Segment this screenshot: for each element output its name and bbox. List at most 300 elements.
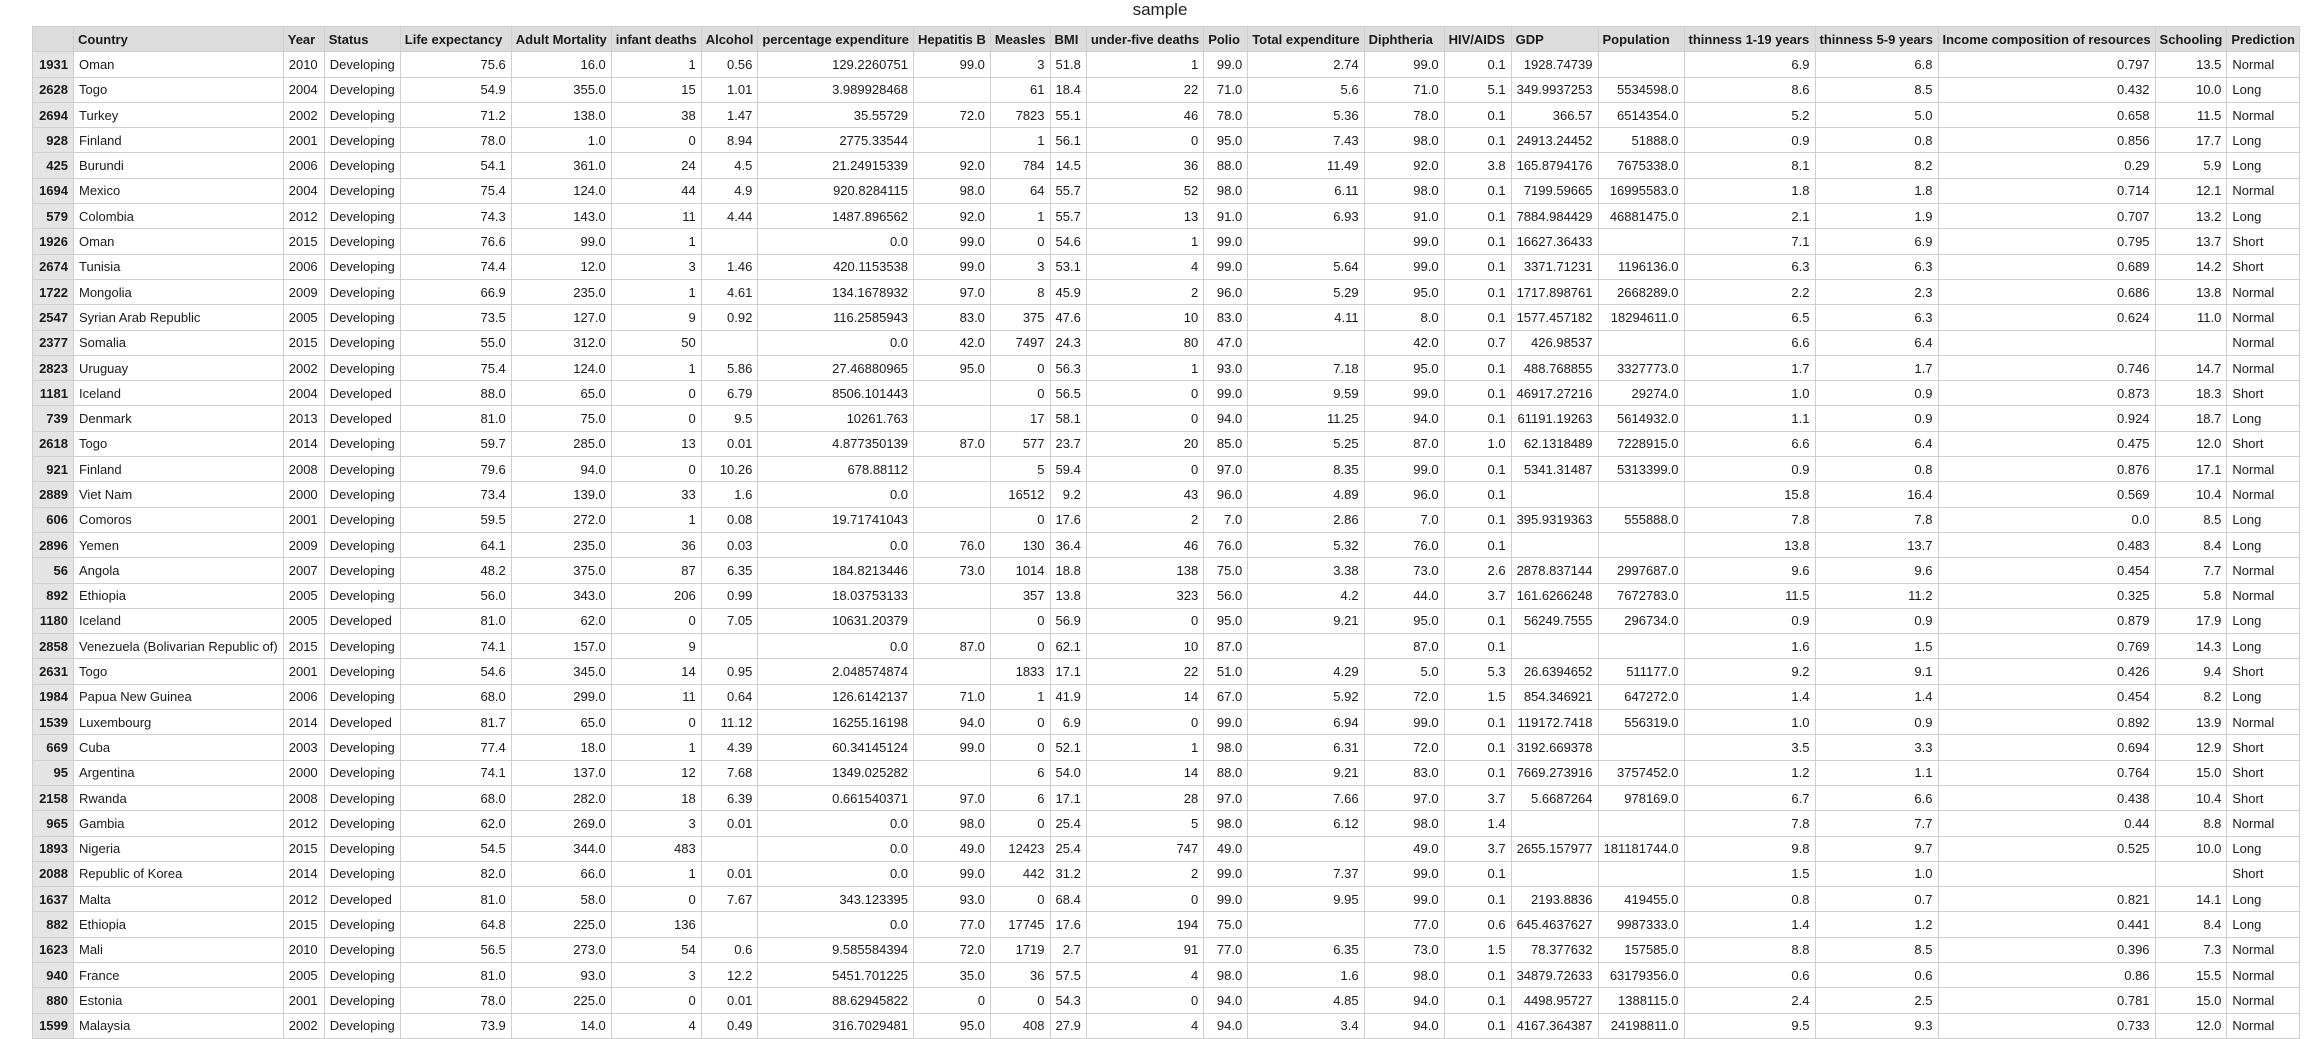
table-cell[interactable]: 0.1 xyxy=(1444,861,1511,886)
table-cell[interactable]: Gambia xyxy=(74,811,284,836)
table-cell[interactable]: 1 xyxy=(611,279,701,304)
table-cell[interactable]: 1.6 xyxy=(701,482,758,507)
table-cell[interactable]: 14 xyxy=(1086,760,1203,785)
table-cell[interactable]: 1.0 xyxy=(1815,861,1938,886)
table-cell[interactable]: 0.454 xyxy=(1938,558,2155,583)
table-row[interactable] xyxy=(33,305,2300,330)
table-cell[interactable]: Developing xyxy=(324,988,400,1013)
table-cell[interactable]: 2.7 xyxy=(1050,937,1086,962)
table-cell[interactable]: 6.5 xyxy=(1684,305,1815,330)
table-cell[interactable]: 62.0 xyxy=(511,608,611,633)
table-cell[interactable]: Developing xyxy=(324,128,400,153)
table-cell[interactable]: 344.0 xyxy=(511,836,611,861)
table-cell[interactable]: 81.7 xyxy=(400,710,511,735)
table-cell[interactable]: 87 xyxy=(611,558,701,583)
table-cell[interactable]: 56.0 xyxy=(400,583,511,608)
table-cell[interactable]: 0.6 xyxy=(1444,912,1511,937)
table-cell[interactable]: 6.8 xyxy=(1815,52,1938,77)
table-cell[interactable]: 20 xyxy=(1086,431,1203,456)
table-cell[interactable]: 1 xyxy=(1086,52,1203,77)
table-cell[interactable]: 99.0 xyxy=(1364,887,1444,912)
table-cell[interactable]: 3.7 xyxy=(1444,836,1511,861)
table-cell[interactable]: 17.1 xyxy=(1050,659,1086,684)
table-row[interactable] xyxy=(33,279,2300,304)
table-cell[interactable]: 24198811.0 xyxy=(1598,1013,1684,1038)
table-cell[interactable]: 124.0 xyxy=(511,355,611,380)
table-cell[interactable]: Rwanda xyxy=(74,785,284,810)
table-cell[interactable]: 0.8 xyxy=(1815,457,1938,482)
table-cell[interactable]: Short xyxy=(2227,254,2300,279)
table-cell[interactable]: Long xyxy=(2227,912,2300,937)
table-cell[interactable]: 5.92 xyxy=(1248,684,1364,709)
table-cell[interactable]: Yemen xyxy=(74,532,284,557)
table-cell[interactable]: 99.0 xyxy=(914,254,991,279)
table-cell[interactable]: 0.661540371 xyxy=(758,785,914,810)
table-cell[interactable]: 51.8 xyxy=(1050,52,1086,77)
table-cell[interactable]: 46881475.0 xyxy=(1598,204,1684,229)
table-cell[interactable]: 26.6394652 xyxy=(1511,659,1598,684)
table-cell[interactable]: 11.25 xyxy=(1248,406,1364,431)
table-cell[interactable]: 366.57 xyxy=(1511,102,1598,127)
table-cell[interactable]: Developing xyxy=(324,305,400,330)
table-cell[interactable]: 395.9319363 xyxy=(1511,507,1598,532)
table-row[interactable] xyxy=(33,1013,2300,1038)
table-cell[interactable]: 0.9 xyxy=(1684,128,1815,153)
table-cell[interactable]: 0.714 xyxy=(1938,178,2155,203)
table-cell[interactable]: 81.0 xyxy=(400,887,511,912)
table-cell[interactable]: 0.769 xyxy=(1938,634,2155,659)
table-cell[interactable]: 273.0 xyxy=(511,937,611,962)
table-cell[interactable]: 8.8 xyxy=(2155,811,2227,836)
row-index-cell[interactable]: 425 xyxy=(33,153,74,178)
table-cell[interactable]: Angola xyxy=(74,558,284,583)
table-cell[interactable]: 9.5 xyxy=(701,406,758,431)
table-cell[interactable]: 2004 xyxy=(283,77,324,102)
table-cell[interactable]: 99.0 xyxy=(1364,710,1444,735)
table-cell[interactable]: 2878.837144 xyxy=(1511,558,1598,583)
table-cell[interactable]: 0.6 xyxy=(701,937,758,962)
row-index-cell[interactable]: 1893 xyxy=(33,836,74,861)
table-cell[interactable] xyxy=(1511,634,1598,659)
table-cell[interactable]: 92.0 xyxy=(1364,153,1444,178)
table-cell[interactable]: 91.0 xyxy=(1364,204,1444,229)
table-cell[interactable]: 94.0 xyxy=(1364,1013,1444,1038)
table-cell[interactable]: 55.1 xyxy=(1050,102,1086,127)
table-cell[interactable]: 7.68 xyxy=(701,760,758,785)
table-cell[interactable]: 91 xyxy=(1086,937,1203,962)
table-cell[interactable]: Short xyxy=(2227,785,2300,810)
column-header[interactable]: GDP xyxy=(1511,27,1598,52)
table-cell[interactable] xyxy=(701,330,758,355)
table-cell[interactable]: 2009 xyxy=(283,532,324,557)
table-cell[interactable]: Finland xyxy=(74,128,284,153)
table-cell[interactable]: 225.0 xyxy=(511,912,611,937)
table-cell[interactable] xyxy=(914,659,991,684)
table-cell[interactable]: Short xyxy=(2227,381,2300,406)
table-cell[interactable] xyxy=(1248,912,1364,937)
table-row[interactable] xyxy=(33,583,2300,608)
table-cell[interactable]: 1 xyxy=(611,355,701,380)
table-cell[interactable]: 87.0 xyxy=(914,634,991,659)
table-cell[interactable]: 181181744.0 xyxy=(1598,836,1684,861)
table-cell[interactable]: Developing xyxy=(324,583,400,608)
table-cell[interactable]: 5.32 xyxy=(1248,532,1364,557)
table-cell[interactable]: Long xyxy=(2227,684,2300,709)
table-cell[interactable]: Developing xyxy=(324,431,400,456)
table-cell[interactable]: Developing xyxy=(324,482,400,507)
table-cell[interactable]: Papua New Guinea xyxy=(74,684,284,709)
table-cell[interactable]: Long xyxy=(2227,507,2300,532)
table-cell[interactable]: 53.1 xyxy=(1050,254,1086,279)
table-cell[interactable]: 83.0 xyxy=(914,305,991,330)
table-cell[interactable]: Developing xyxy=(324,355,400,380)
table-cell[interactable]: 323 xyxy=(1086,583,1203,608)
table-cell[interactable]: 9.5 xyxy=(1684,1013,1815,1038)
table-cell[interactable]: 4 xyxy=(611,1013,701,1038)
table-cell[interactable]: 1 xyxy=(611,735,701,760)
table-cell[interactable]: Normal xyxy=(2227,937,2300,962)
table-cell[interactable]: 0.1 xyxy=(1444,254,1511,279)
table-cell[interactable]: 747 xyxy=(1086,836,1203,861)
table-cell[interactable]: 42.0 xyxy=(1364,330,1444,355)
table-cell[interactable]: 92.0 xyxy=(914,204,991,229)
table-cell[interactable]: 2012 xyxy=(283,811,324,836)
table-cell[interactable]: 58.0 xyxy=(511,887,611,912)
table-cell[interactable]: Short xyxy=(2227,735,2300,760)
table-cell[interactable]: 136 xyxy=(611,912,701,937)
table-cell[interactable]: 5.25 xyxy=(1248,431,1364,456)
table-cell[interactable]: 12.2 xyxy=(701,962,758,987)
table-cell[interactable]: 11 xyxy=(611,684,701,709)
table-cell[interactable]: 420.1153538 xyxy=(758,254,914,279)
row-index-cell[interactable]: 2628 xyxy=(33,77,74,102)
table-row[interactable] xyxy=(33,962,2300,987)
table-cell[interactable]: 0.0 xyxy=(758,330,914,355)
table-cell[interactable]: 0 xyxy=(990,507,1050,532)
table-cell[interactable]: France xyxy=(74,962,284,987)
table-cell[interactable]: Tunisia xyxy=(74,254,284,279)
table-cell[interactable]: 2775.33544 xyxy=(758,128,914,153)
row-index-cell[interactable]: 1694 xyxy=(33,178,74,203)
table-cell[interactable]: 54.6 xyxy=(1050,229,1086,254)
table-cell[interactable]: 65.0 xyxy=(511,710,611,735)
table-cell[interactable]: 0.483 xyxy=(1938,532,2155,557)
table-cell[interactable]: 2008 xyxy=(283,457,324,482)
table-cell[interactable]: 68.0 xyxy=(400,785,511,810)
table-cell[interactable]: 0 xyxy=(611,381,701,406)
table-row[interactable] xyxy=(33,988,2300,1013)
table-cell[interactable]: 8.6 xyxy=(1684,77,1815,102)
table-row[interactable] xyxy=(33,254,2300,279)
table-cell[interactable]: 138.0 xyxy=(511,102,611,127)
table-cell[interactable]: 442 xyxy=(990,861,1050,886)
table-cell[interactable] xyxy=(1511,861,1598,886)
table-cell[interactable]: 98.0 xyxy=(1204,735,1248,760)
table-cell[interactable]: 65.0 xyxy=(511,381,611,406)
table-cell[interactable]: 194 xyxy=(1086,912,1203,937)
table-cell[interactable]: 68.0 xyxy=(400,684,511,709)
table-cell[interactable]: 14 xyxy=(1086,684,1203,709)
table-cell[interactable]: 95.0 xyxy=(1364,279,1444,304)
row-index-cell[interactable]: 2896 xyxy=(33,532,74,557)
table-cell[interactable]: 0 xyxy=(1086,128,1203,153)
table-cell[interactable]: 13.7 xyxy=(1815,532,1938,557)
table-cell[interactable]: 55.7 xyxy=(1050,204,1086,229)
table-cell[interactable]: 2.4 xyxy=(1684,988,1815,1013)
table-cell[interactable]: 2009 xyxy=(283,279,324,304)
table-cell[interactable]: 4.2 xyxy=(1248,583,1364,608)
table-row[interactable] xyxy=(33,330,2300,355)
table-cell[interactable]: 18294611.0 xyxy=(1598,305,1684,330)
table-cell[interactable]: Normal xyxy=(2227,988,2300,1013)
table-cell[interactable]: 6.9 xyxy=(1050,710,1086,735)
table-cell[interactable]: 0 xyxy=(990,634,1050,659)
table-cell[interactable] xyxy=(2155,861,2227,886)
table-cell[interactable]: Developing xyxy=(324,684,400,709)
table-cell[interactable]: 11 xyxy=(611,204,701,229)
table-cell[interactable]: 0.797 xyxy=(1938,52,2155,77)
table-cell[interactable]: 0.1 xyxy=(1444,305,1511,330)
table-cell[interactable]: Developing xyxy=(324,634,400,659)
table-cell[interactable]: 6.7 xyxy=(1684,785,1815,810)
table-cell[interactable]: 3.989928468 xyxy=(758,77,914,102)
table-cell[interactable]: Comoros xyxy=(74,507,284,532)
table-cell[interactable]: 2015 xyxy=(283,912,324,937)
table-cell[interactable]: 14.7 xyxy=(2155,355,2227,380)
table-cell[interactable]: 54.0 xyxy=(1050,760,1086,785)
row-index-cell[interactable]: 95 xyxy=(33,760,74,785)
table-cell[interactable]: 16.0 xyxy=(511,52,611,77)
table-cell[interactable]: 12.0 xyxy=(2155,1013,2227,1038)
table-cell[interactable]: 9.7 xyxy=(1815,836,1938,861)
table-cell[interactable]: 99.0 xyxy=(1364,861,1444,886)
table-cell[interactable]: 13.8 xyxy=(2155,279,2227,304)
table-cell[interactable]: 0.0 xyxy=(758,532,914,557)
table-cell[interactable]: 2001 xyxy=(283,988,324,1013)
table-cell[interactable]: 25.4 xyxy=(1050,836,1086,861)
table-cell[interactable]: 80 xyxy=(1086,330,1203,355)
table-cell[interactable]: 98.0 xyxy=(1364,811,1444,836)
table-cell[interactable]: 3192.669378 xyxy=(1511,735,1598,760)
table-cell[interactable]: 22 xyxy=(1086,77,1203,102)
table-cell[interactable]: 1.47 xyxy=(701,102,758,127)
table-cell[interactable]: Normal xyxy=(2227,52,2300,77)
table-row[interactable] xyxy=(33,507,2300,532)
table-cell[interactable]: Developing xyxy=(324,760,400,785)
table-cell[interactable]: 0.1 xyxy=(1444,634,1511,659)
table-cell[interactable]: 67.0 xyxy=(1204,684,1248,709)
table-cell[interactable]: Developing xyxy=(324,836,400,861)
row-index-cell[interactable]: 1180 xyxy=(33,608,74,633)
table-cell[interactable]: 2.3 xyxy=(1815,279,1938,304)
table-cell[interactable]: 41.9 xyxy=(1050,684,1086,709)
table-cell[interactable]: Short xyxy=(2227,431,2300,456)
table-cell[interactable]: Iceland xyxy=(74,381,284,406)
table-cell[interactable]: 138 xyxy=(1086,558,1203,583)
table-cell[interactable]: 483 xyxy=(611,836,701,861)
table-row[interactable] xyxy=(33,229,2300,254)
table-cell[interactable]: 28 xyxy=(1086,785,1203,810)
table-cell[interactable]: 5 xyxy=(990,457,1050,482)
table-cell[interactable]: 7.8 xyxy=(1684,507,1815,532)
table-cell[interactable]: 24.3 xyxy=(1050,330,1086,355)
column-header[interactable]: Measles xyxy=(990,27,1050,52)
table-cell[interactable]: 99.0 xyxy=(1364,381,1444,406)
table-cell[interactable]: 0.1 xyxy=(1444,1013,1511,1038)
table-cell[interactable]: Short xyxy=(2227,229,2300,254)
table-cell[interactable]: 6.9 xyxy=(1684,52,1815,77)
table-cell[interactable]: 0.1 xyxy=(1444,608,1511,633)
table-cell[interactable]: 78.377632 xyxy=(1511,937,1598,962)
table-cell[interactable]: 349.9937253 xyxy=(1511,77,1598,102)
table-cell[interactable]: Luxembourg xyxy=(74,710,284,735)
table-cell[interactable]: 98.0 xyxy=(1204,962,1248,987)
table-cell[interactable]: 6.31 xyxy=(1248,735,1364,760)
table-row[interactable] xyxy=(33,785,2300,810)
table-cell[interactable]: 83.0 xyxy=(1364,760,1444,785)
table-cell[interactable]: 74.1 xyxy=(400,760,511,785)
column-header[interactable]: Alcohol xyxy=(701,27,758,52)
table-cell[interactable]: 647272.0 xyxy=(1598,684,1684,709)
table-cell[interactable]: 8.2 xyxy=(2155,684,2227,709)
table-cell[interactable]: Long xyxy=(2227,77,2300,102)
column-header[interactable]: under-five deaths xyxy=(1086,27,1203,52)
table-cell[interactable]: 8 xyxy=(990,279,1050,304)
table-cell[interactable]: 0.01 xyxy=(701,988,758,1013)
table-cell[interactable]: 10 xyxy=(1086,305,1203,330)
table-cell[interactable]: Republic of Korea xyxy=(74,861,284,886)
table-cell[interactable]: 2.1 xyxy=(1684,204,1815,229)
table-cell[interactable]: 0.426 xyxy=(1938,659,2155,684)
table-cell[interactable]: 49.0 xyxy=(1204,836,1248,861)
table-cell[interactable]: Denmark xyxy=(74,406,284,431)
table-row[interactable] xyxy=(33,153,2300,178)
table-cell[interactable] xyxy=(1598,735,1684,760)
table-cell[interactable]: 8.1 xyxy=(1684,153,1815,178)
table-cell[interactable]: 6.79 xyxy=(701,381,758,406)
table-cell[interactable]: Oman xyxy=(74,229,284,254)
table-cell[interactable]: 4.89 xyxy=(1248,482,1364,507)
table-cell[interactable]: 6.12 xyxy=(1248,811,1364,836)
table-cell[interactable]: 56.0 xyxy=(1204,583,1248,608)
table-cell[interactable]: 94.0 xyxy=(914,710,991,735)
table-cell[interactable]: 62.1 xyxy=(1050,634,1086,659)
table-cell[interactable]: 9.585584394 xyxy=(758,937,914,962)
table-cell[interactable]: 99.0 xyxy=(1204,861,1248,886)
table-cell[interactable]: 96.0 xyxy=(1204,279,1248,304)
table-cell[interactable]: 0.49 xyxy=(701,1013,758,1038)
table-cell[interactable] xyxy=(914,381,991,406)
table-cell[interactable]: 9.4 xyxy=(2155,659,2227,684)
table-cell[interactable]: 3 xyxy=(990,52,1050,77)
table-cell[interactable]: 78.0 xyxy=(1204,102,1248,127)
table-cell[interactable]: 0.658 xyxy=(1938,102,2155,127)
table-cell[interactable]: 3.7 xyxy=(1444,583,1511,608)
table-cell[interactable]: 272.0 xyxy=(511,507,611,532)
table-cell[interactable]: 9.8 xyxy=(1684,836,1815,861)
table-cell[interactable]: 0.525 xyxy=(1938,836,2155,861)
table-cell[interactable]: 98.0 xyxy=(914,178,991,203)
table-cell[interactable]: Syrian Arab Republic xyxy=(74,305,284,330)
table-cell[interactable]: 0.1 xyxy=(1444,102,1511,127)
table-cell[interactable]: 99.0 xyxy=(1204,254,1248,279)
table-cell[interactable]: 0.879 xyxy=(1938,608,2155,633)
table-cell[interactable]: 11.49 xyxy=(1248,153,1364,178)
table-cell[interactable]: Long xyxy=(2227,532,2300,557)
table-cell[interactable]: 17.7 xyxy=(2155,128,2227,153)
table-cell[interactable]: 29274.0 xyxy=(1598,381,1684,406)
table-cell[interactable]: 7.8 xyxy=(1684,811,1815,836)
row-index-cell[interactable]: 928 xyxy=(33,128,74,153)
table-cell[interactable]: 95.0 xyxy=(1204,128,1248,153)
table-cell[interactable]: 73.0 xyxy=(914,558,991,583)
table-cell[interactable]: 1577.457182 xyxy=(1511,305,1598,330)
table-cell[interactable]: 9987333.0 xyxy=(1598,912,1684,937)
table-cell[interactable]: 1349.025282 xyxy=(758,760,914,785)
table-cell[interactable]: Developing xyxy=(324,861,400,886)
table-cell[interactable]: 17.9 xyxy=(2155,608,2227,633)
table-cell[interactable]: 8.94 xyxy=(701,128,758,153)
table-cell[interactable]: 43 xyxy=(1086,482,1203,507)
table-cell[interactable]: Developing xyxy=(324,102,400,127)
table-cell[interactable]: 64.8 xyxy=(400,912,511,937)
table-cell[interactable]: 1.0 xyxy=(1444,431,1511,456)
table-cell[interactable]: 0.0 xyxy=(758,482,914,507)
table-cell[interactable]: 6.9 xyxy=(1815,229,1938,254)
table-cell[interactable]: 75.0 xyxy=(1204,912,1248,937)
table-cell[interactable]: 35.55729 xyxy=(758,102,914,127)
table-cell[interactable]: 0.892 xyxy=(1938,710,2155,735)
table-cell[interactable]: 8.4 xyxy=(2155,532,2227,557)
table-cell[interactable]: 355.0 xyxy=(511,77,611,102)
table-cell[interactable]: 8.5 xyxy=(1815,77,1938,102)
table-cell[interactable]: 1.6 xyxy=(1248,962,1364,987)
table-cell[interactable]: 73.0 xyxy=(1364,937,1444,962)
table-cell[interactable]: 97.0 xyxy=(1364,785,1444,810)
table-cell[interactable]: 7672783.0 xyxy=(1598,583,1684,608)
table-cell[interactable]: 0.1 xyxy=(1444,355,1511,380)
table-cell[interactable]: 419455.0 xyxy=(1598,887,1684,912)
table-cell[interactable]: 2668289.0 xyxy=(1598,279,1684,304)
table-cell[interactable]: 10.0 xyxy=(2155,77,2227,102)
table-cell[interactable]: 2003 xyxy=(283,735,324,760)
row-index-cell[interactable]: 1926 xyxy=(33,229,74,254)
table-cell[interactable]: Normal xyxy=(2227,178,2300,203)
table-cell[interactable]: 3.38 xyxy=(1248,558,1364,583)
table-cell[interactable]: 645.4637627 xyxy=(1511,912,1598,937)
table-cell[interactable]: Somalia xyxy=(74,330,284,355)
table-cell[interactable]: 0.795 xyxy=(1938,229,2155,254)
table-cell[interactable]: 0.438 xyxy=(1938,785,2155,810)
table-row[interactable] xyxy=(33,77,2300,102)
table-cell[interactable]: 99.0 xyxy=(1204,381,1248,406)
table-cell[interactable]: 0.325 xyxy=(1938,583,2155,608)
table-cell[interactable]: 18.03753133 xyxy=(758,583,914,608)
table-cell[interactable]: 0.0 xyxy=(1938,507,2155,532)
table-cell[interactable] xyxy=(1598,634,1684,659)
table-cell[interactable]: 0.01 xyxy=(701,861,758,886)
table-cell[interactable] xyxy=(914,760,991,785)
table-cell[interactable]: 54 xyxy=(611,937,701,962)
table-cell[interactable]: 7.7 xyxy=(1815,811,1938,836)
row-index-cell[interactable]: 2618 xyxy=(33,431,74,456)
table-cell[interactable]: 98.0 xyxy=(1364,128,1444,153)
table-cell[interactable]: 99.0 xyxy=(1364,229,1444,254)
table-row[interactable] xyxy=(33,684,2300,709)
table-cell[interactable]: 2 xyxy=(1086,507,1203,532)
table-cell[interactable]: 2004 xyxy=(283,381,324,406)
table-cell[interactable]: 2012 xyxy=(283,887,324,912)
